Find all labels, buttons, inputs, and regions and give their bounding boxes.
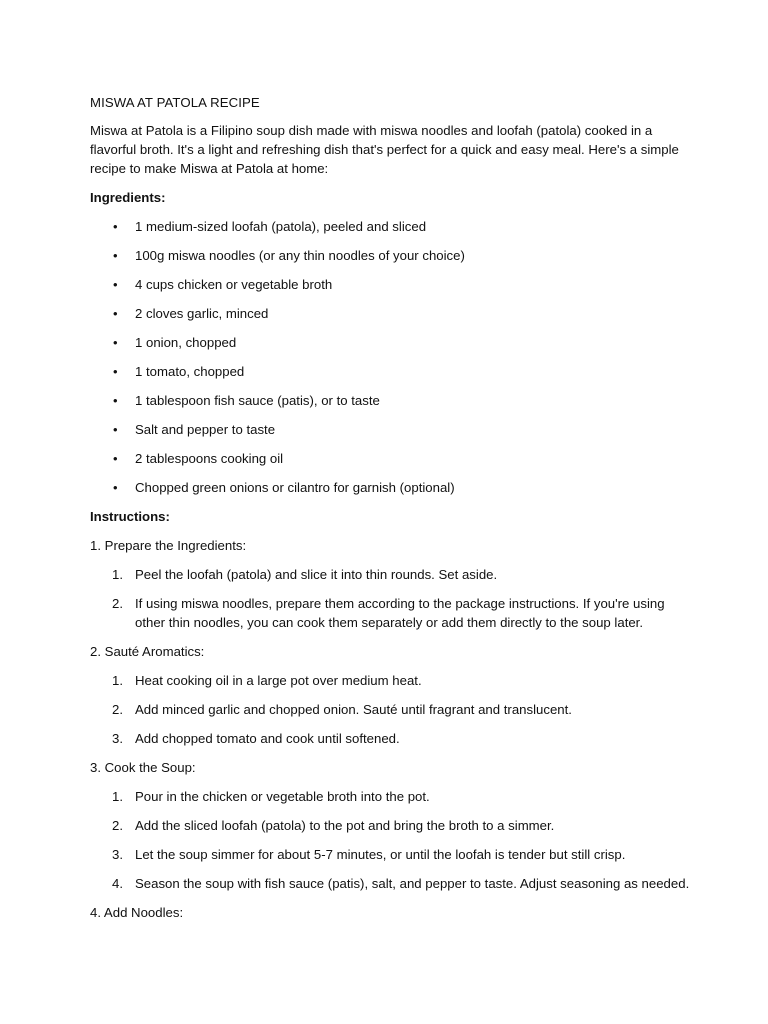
- step-text: Add the sliced loofah (patola) to the pot and bring the broth to a simmer.: [135, 818, 555, 833]
- bullet-icon: •: [113, 364, 118, 379]
- ingredient-text: 100g miswa noodles (or any thin noodles of your choice): [135, 248, 465, 263]
- list-item: [90, 217, 690, 236]
- step-number: 1.: [112, 673, 123, 688]
- step-number: 3.: [112, 731, 123, 746]
- steps-list-saute: [90, 671, 690, 748]
- list-item: [90, 420, 690, 439]
- step-text: Heat cooking oil in a large pot over medium heat.: [135, 673, 422, 688]
- ingredient-text: 1 medium-sized loofah (patola), peeled and sliced: [135, 219, 427, 234]
- step-text: Let the soup simmer for about 5-7 minutes, or until the loofah is tender but still crisp.: [135, 847, 626, 862]
- list-item: [90, 304, 690, 323]
- list-item: [90, 816, 690, 835]
- section-title-prepare: 1. Prepare the Ingredients:: [90, 538, 247, 553]
- list-item: [90, 671, 690, 690]
- list-item: [90, 565, 690, 584]
- ingredients-heading: Ingredients:: [90, 190, 166, 205]
- bullet-icon: •: [113, 219, 118, 234]
- list-item: [90, 874, 690, 893]
- bullet-icon: •: [113, 248, 118, 263]
- step-text: If using miswa noodles, prepare them according to the package instructions. If you're using other thin noodles, you can cook them separately or add them directly to the soup later.: [135, 596, 665, 630]
- section-title-saute: 2. Sauté Aromatics:: [90, 644, 205, 659]
- bullet-icon: •: [113, 335, 118, 350]
- step-text: Season the soup with fish sauce (patis), salt, and pepper to taste. Adjust seasoning as needed.: [135, 876, 690, 891]
- ingredient-text: 2 cloves garlic, minced: [135, 306, 269, 321]
- list-item: [90, 275, 690, 294]
- list-item: [90, 449, 690, 468]
- step-number: 1.: [112, 567, 123, 582]
- list-item: [90, 362, 690, 381]
- document-page: [90, 93, 690, 932]
- ingredient-text: Chopped green onions or cilantro for garnish (optional): [135, 480, 455, 495]
- list-item: [90, 391, 690, 410]
- bullet-icon: •: [113, 306, 118, 321]
- list-item: [90, 333, 690, 352]
- step-number: 3.: [112, 847, 123, 862]
- ingredient-text: 2 tablespoons cooking oil: [135, 451, 284, 466]
- list-item: [90, 845, 690, 864]
- steps-list-prepare: [90, 565, 690, 632]
- step-number: 4.: [112, 876, 123, 891]
- list-item: [90, 594, 690, 632]
- step-text: Pour in the chicken or vegetable broth into the pot.: [135, 789, 430, 804]
- steps-list-cook: [90, 787, 690, 893]
- ingredient-text: 1 tomato, chopped: [135, 364, 245, 379]
- bullet-icon: •: [113, 393, 118, 408]
- section-title-cook: 3. Cook the Soup:: [90, 760, 196, 775]
- step-number: 2.: [112, 702, 123, 717]
- step-text: Peel the loofah (patola) and slice it into thin rounds. Set aside.: [135, 567, 498, 582]
- ingredient-text: 4 cups chicken or vegetable broth: [135, 277, 333, 292]
- ingredients-list: [90, 217, 690, 497]
- ingredient-text: Salt and pepper to taste: [135, 422, 276, 437]
- step-number: 2.: [112, 818, 123, 833]
- bullet-icon: •: [113, 277, 118, 292]
- intro-paragraph: Miswa at Patola is a Filipino soup dish made with miswa noodles and loofah (patola) cooked in a flavorful broth. It's a light and refreshing dish that's perfect for a quick and easy meal. Here's a simple recipe to make Miswa at Patola at home:: [90, 123, 679, 176]
- instructions-heading: Instructions:: [90, 509, 170, 524]
- bullet-icon: •: [113, 451, 118, 466]
- step-number: 2.: [112, 596, 123, 611]
- bullet-icon: •: [113, 480, 118, 495]
- step-number: 1.: [112, 789, 123, 804]
- list-item: [90, 246, 690, 265]
- step-text: Add minced garlic and chopped onion. Sauté until fragrant and translucent.: [135, 702, 572, 717]
- section-title-noodles: 4. Add Noodles:: [90, 905, 184, 920]
- list-item: [90, 729, 690, 748]
- step-text: Add chopped tomato and cook until softened.: [135, 731, 400, 746]
- list-item: [90, 478, 690, 497]
- document-title: MISWA AT PATOLA RECIPE: [90, 95, 260, 110]
- list-item: [90, 700, 690, 719]
- list-item: [90, 787, 690, 806]
- ingredient-text: 1 tablespoon fish sauce (patis), or to taste: [135, 393, 380, 408]
- bullet-icon: •: [113, 422, 118, 437]
- ingredient-text: 1 onion, chopped: [135, 335, 237, 350]
